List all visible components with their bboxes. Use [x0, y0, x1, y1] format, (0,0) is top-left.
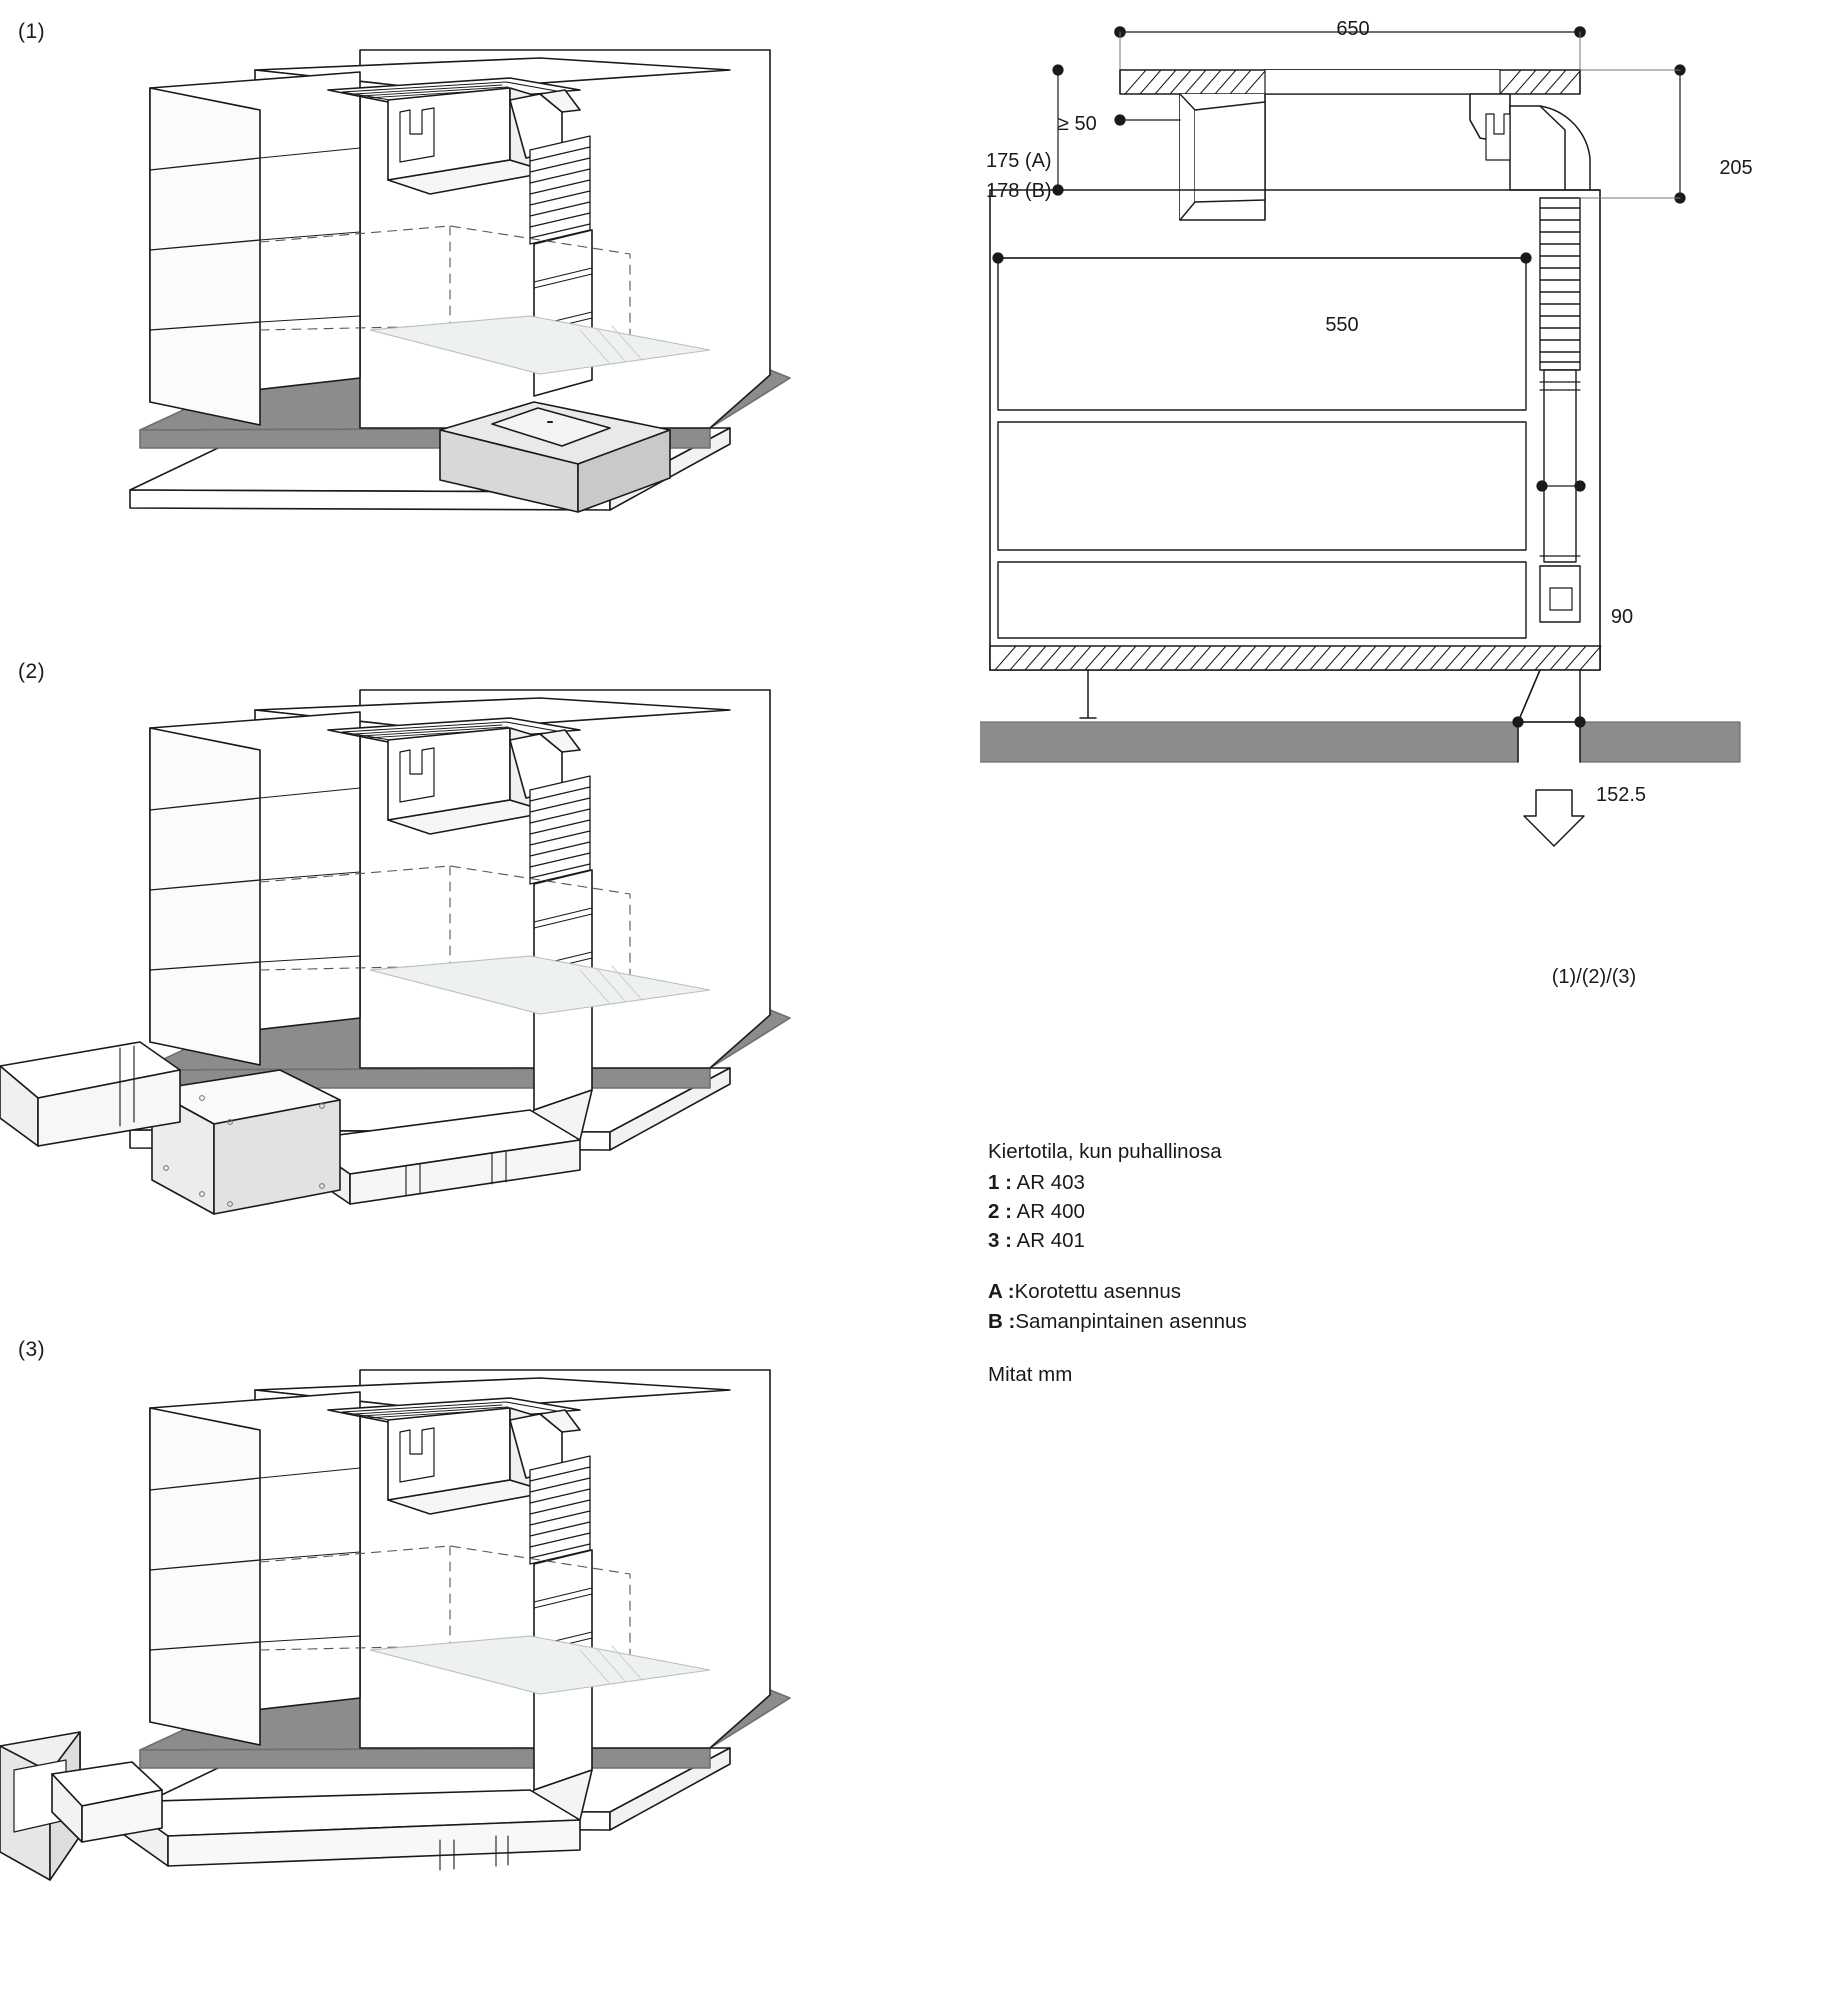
- legend-title: Kiertotila, kun puhallinosa: [988, 1140, 1222, 1163]
- legend-install-a-key: A :: [988, 1280, 1015, 1304]
- dim-label-650: 650: [1336, 18, 1370, 40]
- dim-label-height-b: 178 (B): [986, 180, 1052, 202]
- dim-label-205: 205: [1719, 157, 1753, 179]
- legend-fan-3-model: AR 401: [1016, 1229, 1085, 1253]
- legend-fan-1-model: AR 403: [1016, 1171, 1085, 1195]
- dim-label-min-gap: ≥ 50: [1058, 113, 1097, 135]
- legend-fan-2: [988, 1197, 1508, 1226]
- dim-label-height-a: 175 (A): [986, 150, 1052, 172]
- dim-label-550: 550: [1325, 314, 1359, 336]
- step-badge-3-label: (3): [18, 1338, 46, 1361]
- legend-fan-2-model: AR 400: [1016, 1200, 1085, 1224]
- legend-install-b: [988, 1307, 1508, 1336]
- legend-install-b-key: B :: [988, 1309, 1016, 1333]
- legend-fan-3: [988, 1226, 1508, 1255]
- dim-label-152-5: 152.5: [1596, 784, 1647, 806]
- legend-install-a: [988, 1277, 1508, 1306]
- illustration-variant-3: [0, 1350, 840, 1990]
- legend-units: Mitat mm: [988, 1362, 1073, 1386]
- dim-label-variants: (1)/(2)/(3): [1551, 966, 1637, 988]
- illustration-variant-2: [0, 670, 840, 1310]
- step-badge-2-label: (2): [18, 660, 46, 683]
- legend-fan-1-num: 1 :: [988, 1171, 1012, 1195]
- legend-spacer-1: [988, 1255, 1508, 1277]
- legend-fan-2-num: 2 :: [988, 1200, 1012, 1224]
- legend-block: [988, 1137, 1508, 1389]
- legend-fan-3-num: 3 :: [988, 1229, 1012, 1253]
- illustration-variant-1: [110, 30, 840, 620]
- step-badge-1-label: (1): [18, 20, 46, 43]
- dim-label-90: 90: [1610, 606, 1634, 628]
- dimension-drawing: [980, 10, 1810, 1020]
- legend-fan-1: [988, 1168, 1508, 1197]
- legend-install-a-text: Korotettu asennus: [1014, 1280, 1181, 1304]
- legend-install-b-text: Samanpintainen asennus: [1015, 1309, 1247, 1333]
- step-badge-1: [18, 20, 45, 44]
